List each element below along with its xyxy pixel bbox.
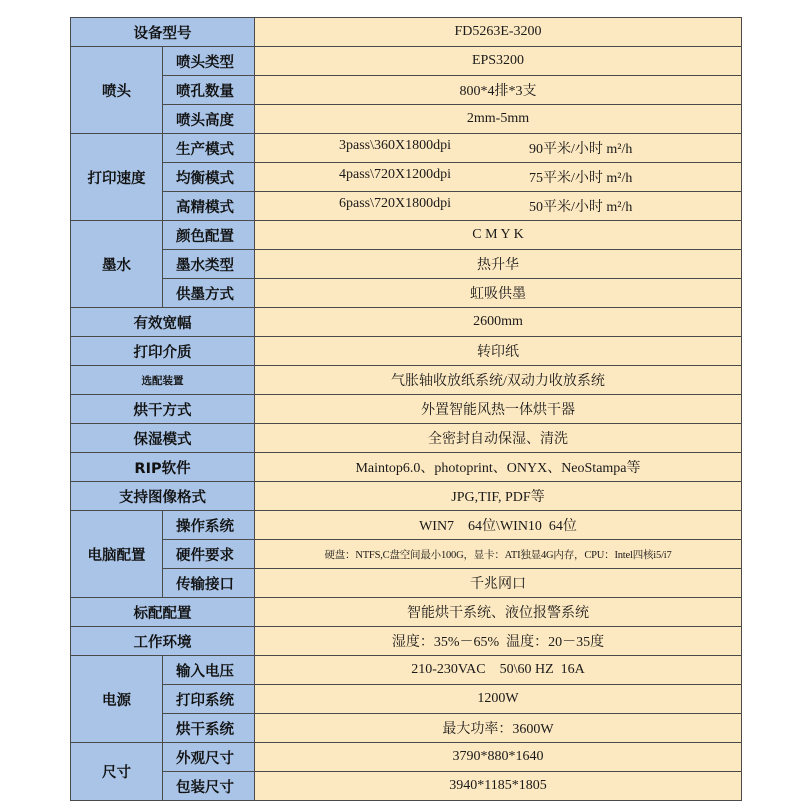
nozzle-type-label: 喷头类型 — [163, 47, 255, 76]
standard-value: 智能烘干系统、液位报警系统 — [255, 598, 742, 627]
environment-label: 工作环境 — [71, 627, 255, 656]
table-row — [71, 598, 742, 627]
computer-os-label: 操作系统 — [163, 511, 255, 540]
standard-label: 标配配置 — [71, 598, 255, 627]
power-input-label: 输入电压 — [163, 656, 255, 685]
size-outer-value: 3790*880*1640 — [255, 743, 742, 772]
table-row — [71, 743, 742, 772]
table-row — [71, 76, 742, 105]
table-row — [71, 569, 742, 598]
computer-hardware-value: 硬盘：NTFS,C盘空间最小100G，显卡：ATI独显4G内存，CPU：Intel四核i5/i7 — [255, 540, 742, 569]
speed-high-value — [255, 192, 742, 221]
width-label: 有效宽幅 — [71, 308, 255, 337]
size-outer-label: 外观尺寸 — [163, 743, 255, 772]
speed-production-label: 生产模式 — [163, 134, 255, 163]
power-dryer-label: 烘干系统 — [163, 714, 255, 743]
speed-high-rate: 50平米/小时 m²/h — [529, 200, 633, 215]
ink-type-value: 热升华 — [255, 250, 742, 279]
table-row — [71, 395, 742, 424]
computer-os-value: WIN7 64位\WIN10 64位 — [255, 511, 742, 540]
table-row — [71, 18, 742, 47]
table-row — [71, 308, 742, 337]
table-row — [71, 511, 742, 540]
power-group-label: 电源 — [71, 656, 163, 743]
moisture-value: 全密封自动保湿、清洗 — [255, 424, 742, 453]
table-row — [71, 279, 742, 308]
nozzle-holes-label: 喷孔数量 — [163, 76, 255, 105]
table-row — [71, 772, 742, 801]
nozzle-group-label: 喷头 — [71, 47, 163, 134]
table-row — [71, 656, 742, 685]
computer-interface-value: 千兆网口 — [255, 569, 742, 598]
table-row — [71, 221, 742, 250]
power-print-label: 打印系统 — [163, 685, 255, 714]
table-row — [71, 337, 742, 366]
ink-color-value: C M Y K — [255, 221, 742, 250]
model-label: 设备型号 — [71, 18, 255, 47]
media-label: 打印介质 — [71, 337, 255, 366]
speed-production-rate: 90平米/小时 m²/h — [529, 142, 633, 157]
optional-label: 选配装置 — [71, 366, 255, 395]
speed-production-mode: 3pass\360X1800dpi — [339, 138, 451, 153]
speed-balanced-value — [255, 163, 742, 192]
ink-group-label: 墨水 — [71, 221, 163, 308]
speed-group-label: 打印速度 — [71, 134, 163, 221]
optional-value: 气胀轴收放纸系统/双动力收放系统 — [255, 366, 742, 395]
ink-type-label: 墨水类型 — [163, 250, 255, 279]
environment-value: 湿度：35%－65% 温度：20－35度 — [255, 627, 742, 656]
computer-hardware-label: 硬件要求 — [163, 540, 255, 569]
formats-label: 支持图像格式 — [71, 482, 255, 511]
model-value: FD5263E-3200 — [255, 18, 742, 47]
formats-value: JPG,TIF, PDF等 — [255, 482, 742, 511]
nozzle-height-value: 2mm-5mm — [255, 105, 742, 134]
width-value: 2600mm — [255, 308, 742, 337]
table-row — [71, 366, 742, 395]
moisture-label: 保湿模式 — [71, 424, 255, 453]
size-package-label: 包装尺寸 — [163, 772, 255, 801]
drying-value: 外置智能风热一体烘干器 — [255, 395, 742, 424]
power-dryer-value: 最大功率：3600W — [255, 714, 742, 743]
rip-value: Maintop6.0、photoprint、ONYX、NeoStampa等 — [255, 453, 742, 482]
table-row — [71, 105, 742, 134]
table-row — [71, 627, 742, 656]
speed-high-label: 高精模式 — [163, 192, 255, 221]
nozzle-height-label: 喷头高度 — [163, 105, 255, 134]
table-row — [71, 47, 742, 76]
table-row — [71, 482, 742, 511]
computer-group-label: 电脑配置 — [71, 511, 163, 598]
table-row — [71, 250, 742, 279]
ink-supply-value: 虹吸供墨 — [255, 279, 742, 308]
table-row — [71, 714, 742, 743]
rip-label: RIP软件 — [71, 453, 255, 482]
speed-balanced-mode: 4pass\720X1200dpi — [339, 167, 451, 182]
drying-label: 烘干方式 — [71, 395, 255, 424]
size-package-value: 3940*1185*1805 — [255, 772, 742, 801]
media-value: 转印纸 — [255, 337, 742, 366]
power-input-value: 210-230VAC 50\60 HZ 16A — [255, 656, 742, 685]
nozzle-type-value: EPS3200 — [255, 47, 742, 76]
table-row — [71, 685, 742, 714]
spec-table — [70, 17, 742, 801]
power-print-value: 1200W — [255, 685, 742, 714]
table-row — [71, 192, 742, 221]
table-row — [71, 540, 742, 569]
nozzle-holes-value: 800*4排*3支 — [255, 76, 742, 105]
size-group-label: 尺寸 — [71, 743, 163, 801]
ink-supply-label: 供墨方式 — [163, 279, 255, 308]
speed-high-mode: 6pass\720X1800dpi — [339, 196, 451, 211]
table-row — [71, 134, 742, 163]
ink-color-label: 颜色配置 — [163, 221, 255, 250]
speed-balanced-rate: 75平米/小时 m²/h — [529, 171, 633, 186]
table-row — [71, 163, 742, 192]
speed-balanced-label: 均衡模式 — [163, 163, 255, 192]
table-row — [71, 453, 742, 482]
speed-production-value — [255, 134, 742, 163]
computer-interface-label: 传输接口 — [163, 569, 255, 598]
table-row — [71, 424, 742, 453]
